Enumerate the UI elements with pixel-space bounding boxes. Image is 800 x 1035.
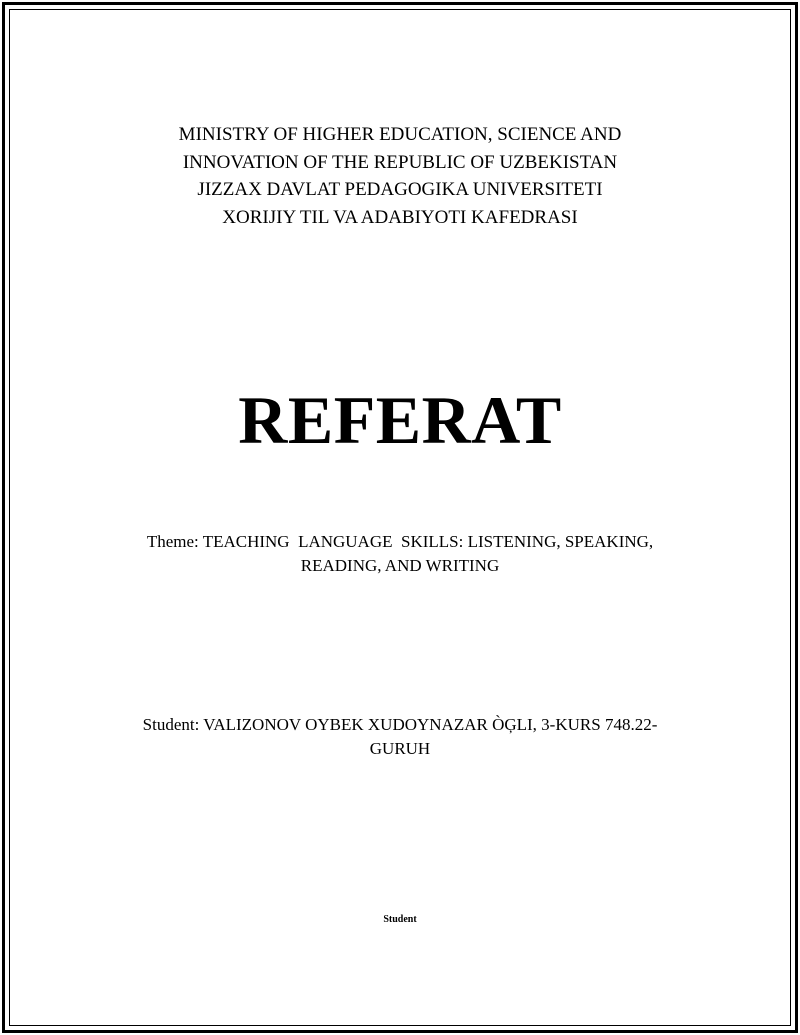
- student-block: [0, 713, 800, 761]
- document-title: REFERAT: [238, 382, 562, 458]
- header-line-department: XORIJIY TIL VA ADABIYOTI KAFEDRASI: [222, 206, 578, 228]
- header-line-ministry-2: INNOVATION OF THE REPUBLIC OF UZBEKISTAN: [182, 151, 618, 173]
- student-line-1: Student: VALIZONOV OYBEK XUDOYNAZAR ÒĢLI, 3-KURS 748.22-: [142, 715, 658, 734]
- header-line-ministry-1: MINISTRY OF HIGHER EDUCATION, SCIENCE AND: [178, 124, 622, 145]
- footer-student-label: Student: [383, 914, 417, 925]
- student-line-2: GURUH: [369, 739, 431, 758]
- institution-header: [0, 121, 800, 231]
- header-line-university: JIZZAX DAVLAT PEDAGOGIKA UNIVERSITETI: [197, 179, 603, 200]
- theme-line-2: READING, AND WRITING: [300, 556, 500, 575]
- theme-line-1: Theme: TEACHING LANGUAGE SKILLS: LISTENING, SPEAKING,: [146, 532, 654, 551]
- theme-block: [0, 530, 800, 578]
